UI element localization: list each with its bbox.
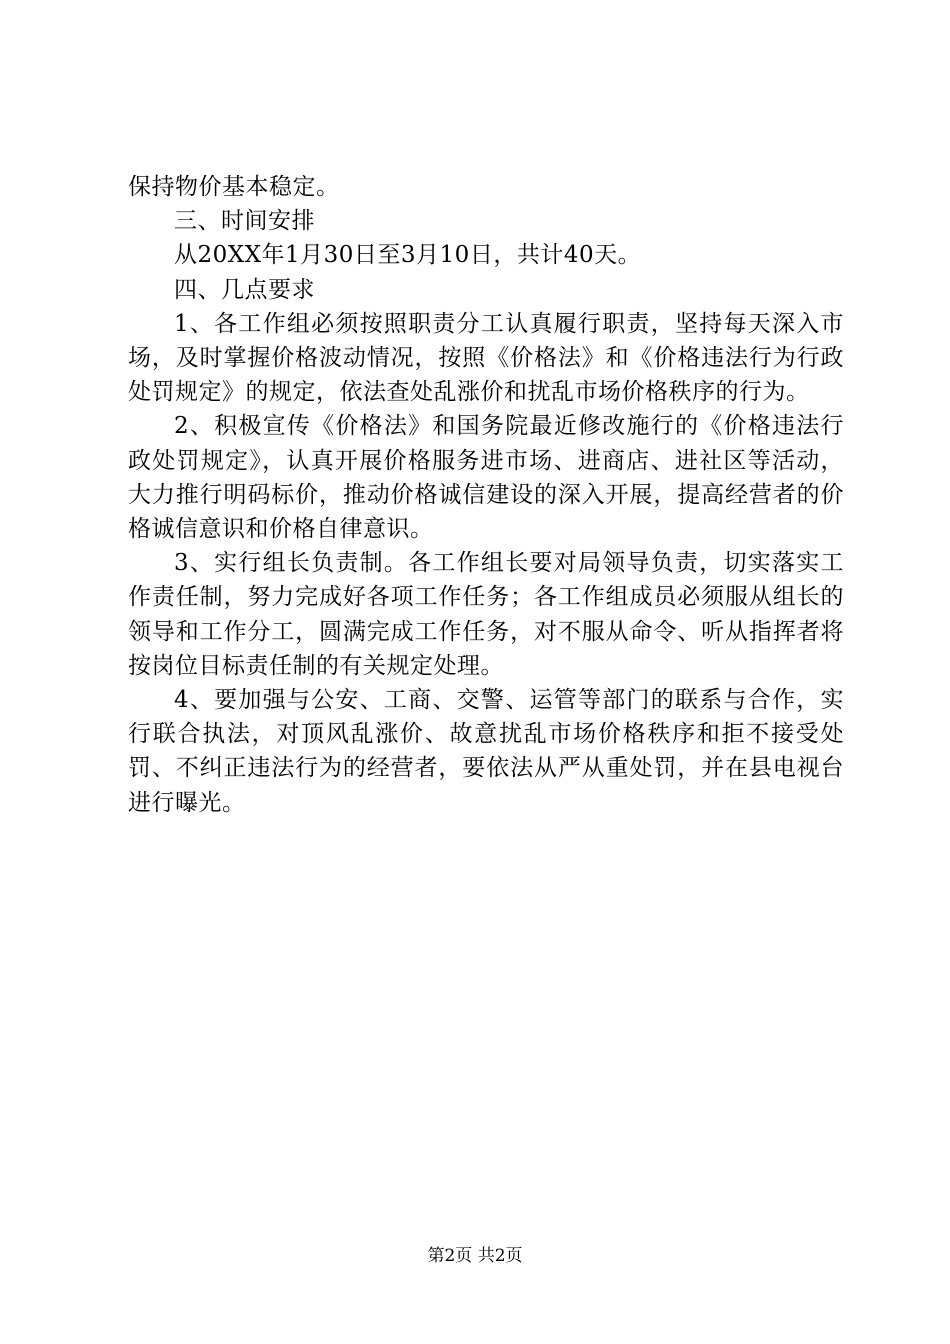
paragraph-requirement-2: 2、积极宣传《价格法》和国务院最近修改施行的《价格违法行政处罚规定》，认真开展价格服务进市场、进商店、进社区等活动，大力推行明码标价，推动价格诚信建设的深入开展，提高经营者的价格诚信意识和价格自律意识。	[128, 413, 844, 543]
paragraph-requirement-4: 4、要加强与公安、工商、交警、运管等部门的联系与合作，实行联合执法，对顶风乱涨价、故意扰乱市场价格秩序和拒不接受处罚、不纠正违法行为的经营者，要依法从严从重处罚，并在县电视台进行曝光。	[128, 687, 844, 816]
paragraph-schedule: 从20XX年1月30日至3月10日，共计40天。	[174, 242, 642, 269]
section-heading-schedule: 三、时间安排	[174, 208, 315, 235]
page-number-footer: 第2页 共2页	[427, 1246, 523, 1266]
paragraph-requirement-1: 1、各工作组必须按照职责分工认真履行职责，坚持每天深入市场，及时掌握价格波动情况，按照《价格法》和《价格违法行为行政处罚规定》的规定，依法查处乱涨价和扰乱市场价格秩序的行为。	[128, 310, 844, 406]
paragraph-requirement-3: 3、实行组长负责制。各工作组长要对局领导负责，切实落实工作责任制，努力完成好各项工作任务；各工作组成员必须服从组长的领导和工作分工，圆满完成工作任务，对不服从命令、听从指挥者将按岗位目标责任制的有关规定处理。	[128, 550, 844, 679]
paragraph-continuation: 保持物价基本稳定。	[128, 174, 340, 200]
section-heading-requirements: 四、几点要求	[174, 276, 315, 303]
document-body	[128, 170, 844, 820]
